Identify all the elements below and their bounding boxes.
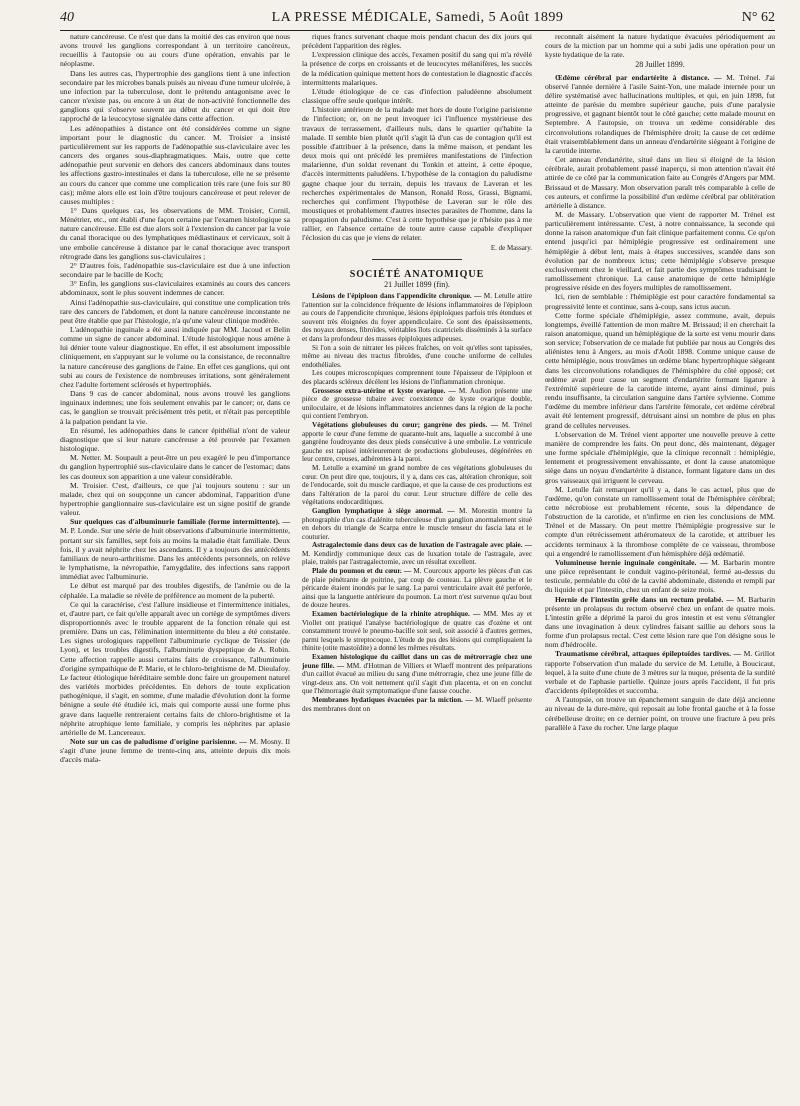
paragraph: Ainsi l'adénopathie sus-claviculaire, qui constitue une complication très rare des cancers de l'abdomen, et dont la nature cancéreuse inconstante ne peut être établie que par l'histologie, n'a qu'une valeur clinique modérée. bbox=[60, 297, 290, 325]
paragraph: L'histoire antérieure de la malade met hors de doute l'origine parisienne de l'infection; or, on ne peut invoquer ici l'influence mystérieuse des travaux de terrassement, d'ailleurs nuls, dans le quartier qu'habite la malade. Il semble bien plutôt qu'il s'agit là d'un cas de contagion qu'il est possible d'attribuer à la présence, dans la même maison, et pendant les deux mois qui ont précédé les premières manifestations de l'infection malarienne, d'un soldat revenant du Tonkin et atteint, à cette époque, d'accès intermittents paludéens. L'hypothèse de la contagion du paludisme gagne chaque jour du terrain, depuis les travaux de Laveran et les recherches expérimentales de Manson, Ronald Ross, Grassi, Bignami, recherches qui confirment l'hypothèse de Laveran sur le rôle des moustiques et probablement d'autres insectes parasites de l'homme, dans la propagation du paludisme. C'est à cette hypothèse que je n'hésite pas à me rallier, en l'absence certaine de toute autre cause capable d'expliquer l'éclosion du cas que je viens de relater. bbox=[302, 105, 532, 243]
paragraph: 3° Enfin, les ganglions sus-claviculaires examinés au cours des cancers abdominaux, sont le plus souvent indemnes de cancer. bbox=[60, 279, 290, 298]
paragraph: Dans 9 cas de cancer abdominal, nous avons trouvé les ganglions inguinaux indemnes; une fois seulement envahis par le cancer; or, dans ce cas, le ganglion se trouvait précisément très petit, et n'était pas perceptible à la palpation pendant la vie. bbox=[60, 389, 290, 426]
paragraph: Ici, rien de semblable : l'hémiplégie est pour caractère fondamental sa progressivité lente et continue, sans à-coup, sans ictus aucun. bbox=[545, 292, 775, 311]
paragraph: L'observation de M. Trénel vient apporter une nouvelle preuve à cette manière de comprendre les faits. On peut donc, dès maintenant, dégager une forme spéciale d'hémiplégie, que la clinique reconnaît : hémiplégie, lentement et progressivement envahissante, et dont la cause anatomique siège dans un noyau d'endartérite à distance, formant ligature dans un des gros vaisseaux qui irriguent le cerveau. bbox=[545, 429, 775, 485]
paragraph: Cette forme spéciale d'hémiplégie, assez commune, avait, depuis longtemps, éveillé l'attention de mon maître M. Brissaud; il en cherchait la raison anatomique, quand un hémiplégique de la sorte est venu mourir dans son service; l'observation de ce malade fut publiée par nous au Congrès des aliénistes tenu à Angers, au mois d'Août 1898. Comme unique cause de cette hémiplégie, nous trouvâmes un œdème blanc hypertrophique siégeant dans les circonvolutions rolandiques de l'hémisphère du côté opposé; cet œdème avait pour cause un segment d'endartérite formant ligature à l'extrémité supérieure de la carotide interne, ayant ainsi diminué, puis rendu insuffisante, la circulation sanguine dans l'artère sylvienne. Comme l'œdème du membre inférieur dans l'artérite fémorale, cet œdème cérébral avait été lentement progressif, détruisant ainsi un nombre de plus en plus grand de cellules nerveuses. bbox=[545, 310, 775, 430]
paragraph: M. de Massary. L'observation que vient de rapporter M. Trénel est particulièrement intéressante. C'est, à notre connaissance, la seconde qui donne la raison anatomique d'un fait clinique parfaitement connu. Ce qu'on entend jusqu'ici par hémiplégie progressive est ordinairement une hémiplégie à début lent, mais à étapes successives, scandée dans son évolution par de nombreux ictus; cette hémiplégie s'observe presque exclusivement chez le vieillard, et fait partie des symptômes traduisant le ramollissement chronique. La cause anatomique de cette hémiplégie progressive réside en des foyers multiples de ramollissement. bbox=[545, 209, 775, 293]
issue-number: N° 62 bbox=[741, 10, 775, 25]
paragraph: L'étude étiologique de ce cas d'infection paludéenne absolument classique offre seule quelque intérêt. bbox=[302, 86, 532, 106]
page-number: 40 bbox=[60, 10, 74, 25]
paragraph: L'expression clinique des accès, l'examen positif du sang qui m'a révélé la présence de corps en croissants et de leucocytes mélanifères, les succès de la médication quinique mettent hors de contestation le diagnostic d'accès intermittents malariques. bbox=[302, 50, 532, 87]
paragraph: Cet anneau d'endartérite, situé dans un lieu si éloigné de la lésion cérébrale, aurait probablement passé inaperçu, si mon attention n'avait été attirée de ce côté par la communication faite au Congrès d'Angers par MM. Brissaud et de Massary. Mon observation paraît très comparable à celle de ces auteurs, et confirme la possibilité d'un œdème cérébral par oblitération artérielle à distance. bbox=[545, 155, 775, 210]
run-in-heading: Examen histologique du caillot dans un cas de métrorragie chez une jeune fille. — bbox=[302, 653, 532, 670]
column-1 bbox=[60, 32, 290, 1098]
paragraph: Œdème cérébral par endartérite à distance. — M. Trénel. J'ai observé l'année dernière à l'asile Saint-Yon, une malade internée pour un délire systématisé avec hallucinations multiples, et qui, en juin 1898, fut atteinte de parésie du membre supérieur gauche, puis d'une paralysie progressive, et gagnant bientôt tout le côté gauche; cette malade mourut en Septembre. A l'autopsie, on trouva un œdème considérable des circonvolutions rolandiques de l'hémisphère droit; la cause de cet œdème était vraisemblablement dans un anneau d'endartérite siégeant à l'origine de la carotide interne. bbox=[545, 72, 775, 155]
paragraph: Sur quelques cas d'albuminurie familiale (forme intermittente). — M. P. Londe. Sur une série de huit observations d'albuminurie intermittente, portant sur six familles, sept fois au moins la maladie était familiale. Deux fois, il y avait néphrite chez les ascendants. Il y a toujours des antécédents familiaux de neuro-arthritisme. Dans les antécédents personnels, on relève le lymphatisme, la névropathie, l'amygdalite, des infections sans rapport immédiat avec l'albuminurie. bbox=[60, 517, 290, 582]
paragraph: Si l'on a soin de nitrater les pièces fraîches, on voit qu'elles sont tapissées, même au niveau des tractus fibroïdes, d'une couche uniforme de cellules endothéliales. bbox=[302, 343, 532, 369]
paragraph: riques francs survenant chaque mois pendant chacun des dix jours qui précèdent l'apparition des règles. bbox=[302, 32, 532, 51]
paragraph: reconnaît aisément la nature hydatique évacuées périodiquement au cours de la miction par un homme qui a subi jadis une opération pour un kyste hydatique de la rate. bbox=[545, 32, 775, 60]
paragraph: Traumatisme cérébral, attaques épileptoïdes tardives. — M. Grillot rapporte l'observation d'un malade du service de M. Letulle, à Boucicaut, lequel, à la suite d'une chute de 3 mètres sur la nuque, présenta de la surdité verbale et de l'aphasie partielle. Quinze jours après l'accident, il fut pris d'accidents épileptoïdes et succomba. bbox=[545, 649, 775, 696]
column-2-body bbox=[302, 292, 532, 713]
paragraph: Dans les autres cas, l'hypertrophie des ganglions tient à une infection secondaire par les microbes banals puisés au niveau d'une tumeur ulcérée, à une infection par la tuberculose, dont le prétendu antagonisme avec le cancer n'existe pas, ou encore à un état de non-activité fonctionnelle des ganglions qui s'observe souvent au début du cancer et qui doit être rapproché de la leucocytose signalée dans cette affection. bbox=[60, 68, 290, 124]
paragraph: 2° D'autres fois, l'adénopathie sus-claviculaire est due à une infection secondaire par le bacille de Koch; bbox=[60, 260, 290, 280]
paragraph: Grossesse extra-utérine et kyste ovarique. — M. Audion présente une pièce de grossesse tubaire avec coexistence de kyste ovarique double, uniloculaire, et de lésions inflammatoires anciennes dans la région de la poche qui contient l'embryon. bbox=[302, 386, 532, 421]
paragraph: Note sur un cas de paludisme d'origine parisienne. — M. Mosny. Il s'agit d'une jeune femme de trente-cinq ans, atteinte depuis dix mois d'accès mala- bbox=[60, 737, 290, 765]
paragraph: 1° Dans quelques cas, les observations de MM. Troisier, Cornil, Ménétrier, etc., ont établi d'une façon certaine par l'examen histologique sa nature cancéreuse. Elle est due alors soit à l'extension du cancer par la voie du canal thoracique ou des lymphatiques médiastinaux et cervicaux, soit à une embolie cancéreuse à distance par le canal thoracique avec transport rétrograde dans les ganglions sus-claviculaires ; bbox=[60, 205, 290, 261]
signature: E. de Massary. bbox=[490, 243, 532, 252]
run-in-heading: Volumineuse hernie inguinale congénitale. — bbox=[555, 557, 712, 567]
session-date: 21 Juillet 1899 (fin). bbox=[384, 279, 450, 289]
journal-title: LA PRESSE MÉDICALE, Samedi, 5 Août 1899 bbox=[271, 10, 564, 25]
run-in-heading: Œdème cérébral par endartérite à distance. — bbox=[555, 72, 727, 82]
run-in-heading: Sur quelques cas d'albuminurie familiale (forme intermittente). — bbox=[70, 517, 290, 527]
paragraph: Examen bactériologique de la rhinite atrophique. — MM. Mes ay et Viollet ont pratiqué l'analyse bactériologique de quatre cas d'ozène et ont constamment trouvé le pneumo-bacille soit seul, soit associé à d'autres germes, parmi lesquels le streptocoque. L'étude de pus des lésions qui compliquaient la rhinite (otite mastoïdite) a donné les mêmes résultats. bbox=[302, 610, 532, 653]
paragraph: nature cancéreuse. Ce n'est que dans la moitié des cas environ que nous avons trouvé les ganglions correspondant à un territoire cancéreux, recueillis à l'autopsie ou au cours d'une opération, envahis par le néoplasme. bbox=[60, 32, 290, 69]
divider bbox=[372, 259, 462, 260]
column-3-top bbox=[545, 32, 775, 59]
paragraph: Les coupes microscopiques comprennent toute l'épaisseur de l'épiploon et des placards scléreux décèlent les lésions de l'inflammation chronique. bbox=[302, 369, 532, 386]
column-3-body bbox=[545, 73, 775, 732]
paragraph: M. Troisier. C'est, d'ailleurs, ce que j'ai toujours soutenu : sur un malade, chez qui on soupçonne un cancer abdominal, l'apparition d'une hypertrophie ganglionnaire sus-claviculaire est un signe positif de grande valeur. bbox=[60, 480, 290, 518]
paragraph: Les adénopathies à distance ont été considérées comme un signe important pour le diagnostic du cancer. M. Troisier a insisté particulièrement sur les rapports de l'adénopathie sus-claviculaire avec les cancers des organes sous-diaphragmatiques. Mais, outre que cette adénopathie peut survenir en dehors des cancers abdominaux dans toutes les affections gastro-intestinales et dans la tuberculose, elle ne se présente au cours du cancer que comme une complication très rare (une fois sur 80 cas); même alors elle est loin d'être toujours cancéreuse et peut relever de causes multiples : bbox=[60, 123, 290, 206]
paragraph: M. Letulle fait remarquer qu'il y a, dans le cas actuel, plus que de l'œdème, qu'on constate un ramollissement total de l'hémisphère cérébral; cette nécrobiose est probablement récente, sous la dépendance de l'obstruction de la carotide, et n'infirme en rien les conclusions de MM. Trénel et de Massary. On peut mettre l'hémiplégie progressive sur le compte d'un rétrécissement athéromateux de la carotide, et attribuer les accidents terminaux à la thrombose complète de ce vaisseau, thrombose qui a engendré le ramollissement d'un hémisphère déjà œdématié. bbox=[545, 484, 775, 558]
paragraph: En résumé, les adénopathies dans le cancer épithélial n'ont de valeur diagnostique que si leur nature cancéreuse a été prouvée par l'examen histologique. bbox=[60, 425, 290, 454]
run-in-heading: Astragalectomie dans deux cas de luxation de l'astragale avec plaie. — bbox=[312, 541, 532, 550]
run-in-heading: Végétations globuleuses du cœur; gangrène des pieds. — bbox=[312, 420, 502, 429]
article-columns bbox=[60, 32, 775, 1098]
paragraph: Hernie de l'intestin grêle dans un rectum prolabé. — M. Barbarin présente un prolapsus du rectum observé chez un enfant de quatre mois. L'intestin grêle a déprimé la paroi du gros intestin et est venu s'étrangler dans une invagination à deux cylindres faisant saillie au dehors sous la forme d'un prolapsus rectal. C'est cette lésion rare que l'on désigne sous le nom d'hédrocèle. bbox=[545, 594, 775, 650]
page-header bbox=[60, 8, 775, 31]
column-2 bbox=[302, 32, 532, 1098]
run-in-heading: Examen bactériologique de la rhinite atrophique. — bbox=[312, 610, 484, 619]
paragraph: Le début est marqué par des troubles digestifs, de l'anémie ou de la céphalée. La maladie se révèle de préférence au moment de la puberté. bbox=[60, 581, 290, 600]
paragraph: Ganglion lymphatique à siège anormal. — M. Morestin montre la photographie d'un cas d'adénite tuberculeuse d'un ganglion anormalement situé en dehors du triangle de Scarpa entre le muscle tenseur du fascia lata et le couturier. bbox=[302, 506, 532, 541]
section-title: SOCIÉTÉ ANATOMIQUE bbox=[349, 268, 485, 280]
column-3 bbox=[545, 32, 775, 1098]
paragraph: M. Netter. M. Soupault a peut-être un peu exagéré le peu d'importance du ganglion hypertrophié sus-claviculaire dans le cancer de l'estomac; dans les cas douteux son apparition a une valeur considérable. bbox=[60, 453, 290, 481]
paragraph: Lésions de l'épiploon dans l'appendicite chronique. — M. Letulle attire l'attention sur la coïncidence fréquente de lésions inflammatoires de l'épiploon au cours de l'appendicite chronique, lésions épiploïques parfois très étendues et souvent très éloignées du foyer appendiculaire. Ce sont des épaississements, des noyaux denses, fibroïdes, véritables îlots cicatriciels disséminés à la surface et dans la profondeur des masses épiploïques adipeuses. bbox=[302, 292, 532, 344]
paragraph: Astragalectomie dans deux cas de luxation de l'astragale avec plaie. — M. Kendirdjy communique deux cas de luxation totale de l'astragale, avec plaie, traités par l'astragalectomie, avec un résultat excellent. bbox=[302, 541, 532, 567]
session-date-2: 28 Juillet 1899. bbox=[635, 60, 685, 70]
run-in-heading: Ganglion lymphatique à siège anormal. — bbox=[312, 506, 460, 515]
run-in-heading: Hernie de l'intestin grêle dans un rectum prolabé. — bbox=[555, 594, 737, 604]
run-in-heading: Membranes hydatiques évacuées par la miction. — bbox=[312, 695, 476, 704]
paragraph: Membranes hydatiques évacuées par la miction. — M. Wlaeff présente des membranes dont on bbox=[302, 695, 532, 713]
paragraph: Volumineuse hernie inguinale congénitale. — M. Barbarin montre une pièce représentant le conduit vagino-péritonéal, fermé au-dessus du testicule, perméable du côté de la cavité abdominale, distendu et rempli par du liquide et par l'intestin, chez un enfant de seize mois. bbox=[545, 557, 775, 595]
run-in-heading: Lésions de l'épiploon dans l'appendicite chronique. — bbox=[312, 292, 484, 301]
paragraph: Plaie du poumon et du cœur. — M. Courcoux apporte les pièces d'un cas de plaie pénétrante de poitrine, par coup de couteau. La plèvre gauche et le péricarde étaient inondés par le sang. La paroi ventriculaire avait été perforée, ainsi que la languette antérieure du poumon. La mort n'est survenue qu'au bout de douze heures. bbox=[302, 567, 532, 610]
run-in-heading: Traumatisme cérébral, attaques épileptoïdes tardives. — bbox=[555, 649, 744, 659]
paragraph: Ce qui la caractérise, c'est l'allure insidieuse et l'intermittence initiales, et, d'autre part, ce fait qu'elle apparaît avec un cortège de symptômes divers disproportionnés avec le trouble apparent de la fonction rénale qui est première. Dans un cas, l'élimination intermittente du bleu a été constatée. Les signes urologiques rappellent l'albuminurie cyclique de Teissier (de Lyon), et les troubles digestifs, l'albuminurie dyspeptique de A. Robin. Cette affection rappelle aussi certains faits de croissance, l'albuminurie d'origine sympathique de P. Marie, et le chloro-brightisme de M. Dieulafoy. Le facteur étiologique héréditaire semble donc faire un groupement naturel des variétés morbides précédentes. En dehors de toute explication pathogénique, il s'agit, en somme, d'une maladie d'évolution dont la forme bénigne a seule été étudiée ici, mais qui comporte aussi une forme plus grave dans laquelle rentreraient certains faits de chloro-brightisme et la néphrite atrophique lente familiale, y compris les néphrites par aplasie artérielle de M. Lancereaux. bbox=[60, 599, 290, 737]
run-in-heading: Plaie du poumon et du cœur. — bbox=[312, 567, 414, 576]
run-in-heading: Note sur un cas de paludisme d'origine parisienne. — bbox=[70, 737, 250, 747]
paragraph: L'adénopathie inguinale a été aussi indiquée par MM. Jacoud et Belin comme un signe de cancer abdominal. L'étude histologique nous amène à lui dénier toute valeur diagnostique. En effet, il est absolument impossible cliniquement, en s'appuyant sur le volume ou la consistance, de reconnaître la nature cancéreuse des ganglions de l'aine. En effet ces ganglions, qui ont subi au cours de l'existence de nombreuses irritations, sont généralement chez l'adulte fortement sclérosés et hypertrophiés. bbox=[60, 325, 290, 389]
run-in-heading: Grossesse extra-utérine et kyste ovarique. — bbox=[312, 386, 459, 395]
paragraph: Végétations globuleuses du cœur; gangrène des pieds. — M. Trénel apporte le cœur d'une femme de quarante-huit ans, laquelle a succombé à une gangrène foudroyante des deux pieds consécutive à une embolie. Le ventricule gauche est tapissé intérieurement de productions globuleuses, dégénérées en leur centre, creuses, adhérentes à la paroi. bbox=[302, 420, 532, 464]
paragraph: M. Letulle a examiné un grand nombre de ces végétations globuleuses du cœur. On peut dire que, toujours, il y a, dans ces cas, altération chronique, soit de l'endocarde, soit du muscle cardiaque, et que la cause de ces productions est dans l'altération de la paroi du cœur. Leur structure diffère de celle des végétations endocarditiques. bbox=[302, 463, 532, 507]
paragraph: Examen histologique du caillot dans un cas de métrorragie chez une jeune fille. — MM. d'Hotman de Villiers et Wlaeff montrent des préparations d'un caillot évacué au milieu du sang d'une métrorragie, chez une jeune fille de vingt-deux ans. On voit nettement qu'il s'agit d'un placenta, et on en conclut que l'hémorragie était symptomatique d'une fausse couche. bbox=[302, 653, 532, 696]
column-2-top bbox=[302, 32, 532, 243]
paragraph: A l'autopsie, on trouve un épanchement sanguin de date déjà ancienne au niveau de la dure-mère, qui reposait au lobe frontal gauche et à la fosse cérébelleuse droite; en ce dernier point, on trouve une fracture à peu près parallèle à l'axe du rocher. Une large plaque bbox=[545, 695, 775, 732]
